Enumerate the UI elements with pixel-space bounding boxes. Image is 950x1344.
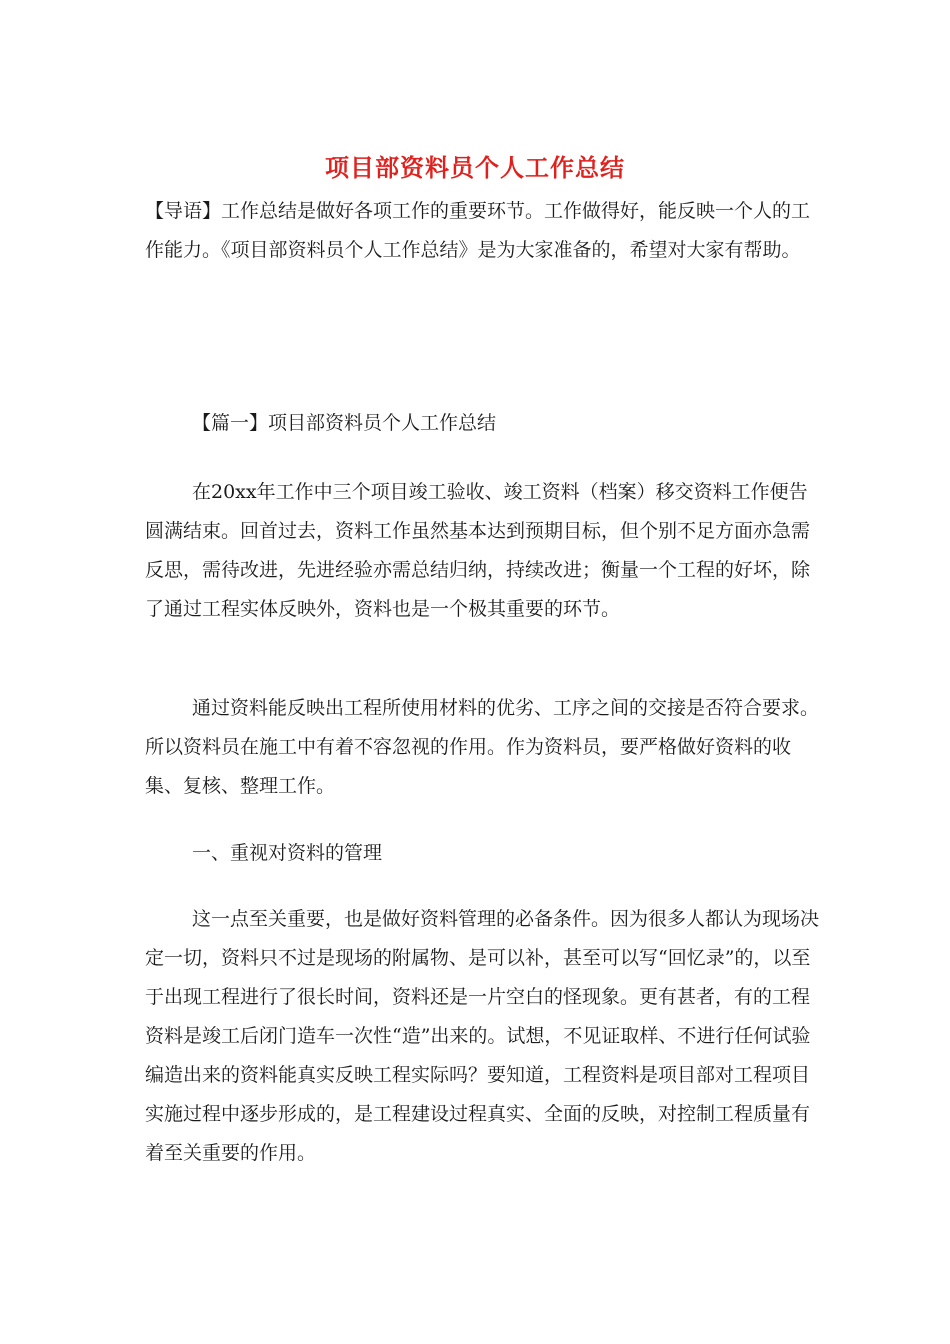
section-heading: 【篇一】项目部资料员个人工作总结 bbox=[192, 412, 497, 434]
sub-heading: 一、重视对资料的管理 bbox=[192, 842, 383, 864]
intro-paragraph: 【导语】工作总结是做好各项工作的重要环节。工作做得好，能反映一个人的工作能力。《项目部资料员个人工作总结》是为大家准备的，希望对大家有帮助。 bbox=[145, 200, 811, 261]
body-paragraph: 这一点至关重要，也是做好资料管理的必备条件。因为很多人都认为现场决定一切，资料只不过是现场的附属物、是可以补，甚至可以写“回忆录”的，以至于出现工程进行了很长时间，资料还是一片空白的怪现象。更有甚者，有的工程资料是竣工后闭门造车一次性“造”出来的。试想，不见证取样、不进行任何试验编造出来的资料能真实反映工程实际吗？要知道，工程资料是项目部对工程项目实施过程中逐步形成的，是工程建设过程真实、全面的反映，对控制工程质量有着至关重要的作用。 bbox=[145, 908, 820, 1164]
body-paragraph: 通过资料能反映出工程所使用材料的优劣、工序之间的交接是否符合要求。所以资料员在施工中有着不容忽视的作用。作为资料员，要严格做好资料的收集、复核、整理工作。 bbox=[145, 697, 820, 797]
body-paragraph: 在20xx年工作中三个项目竣工验收、竣工资料（档案）移交资料工作便告圆满结束。回首过去，资料工作虽然基本达到预期目标，但个别不足方面亦急需反思，需待改进，先进经验亦需总结归纳，持续改进；衡量一个工程的好坏，除了通过工程实体反映外，资料也是一个极其重要的环节。 bbox=[145, 481, 811, 620]
document-title: 项目部资料员个人工作总结 bbox=[325, 153, 625, 182]
